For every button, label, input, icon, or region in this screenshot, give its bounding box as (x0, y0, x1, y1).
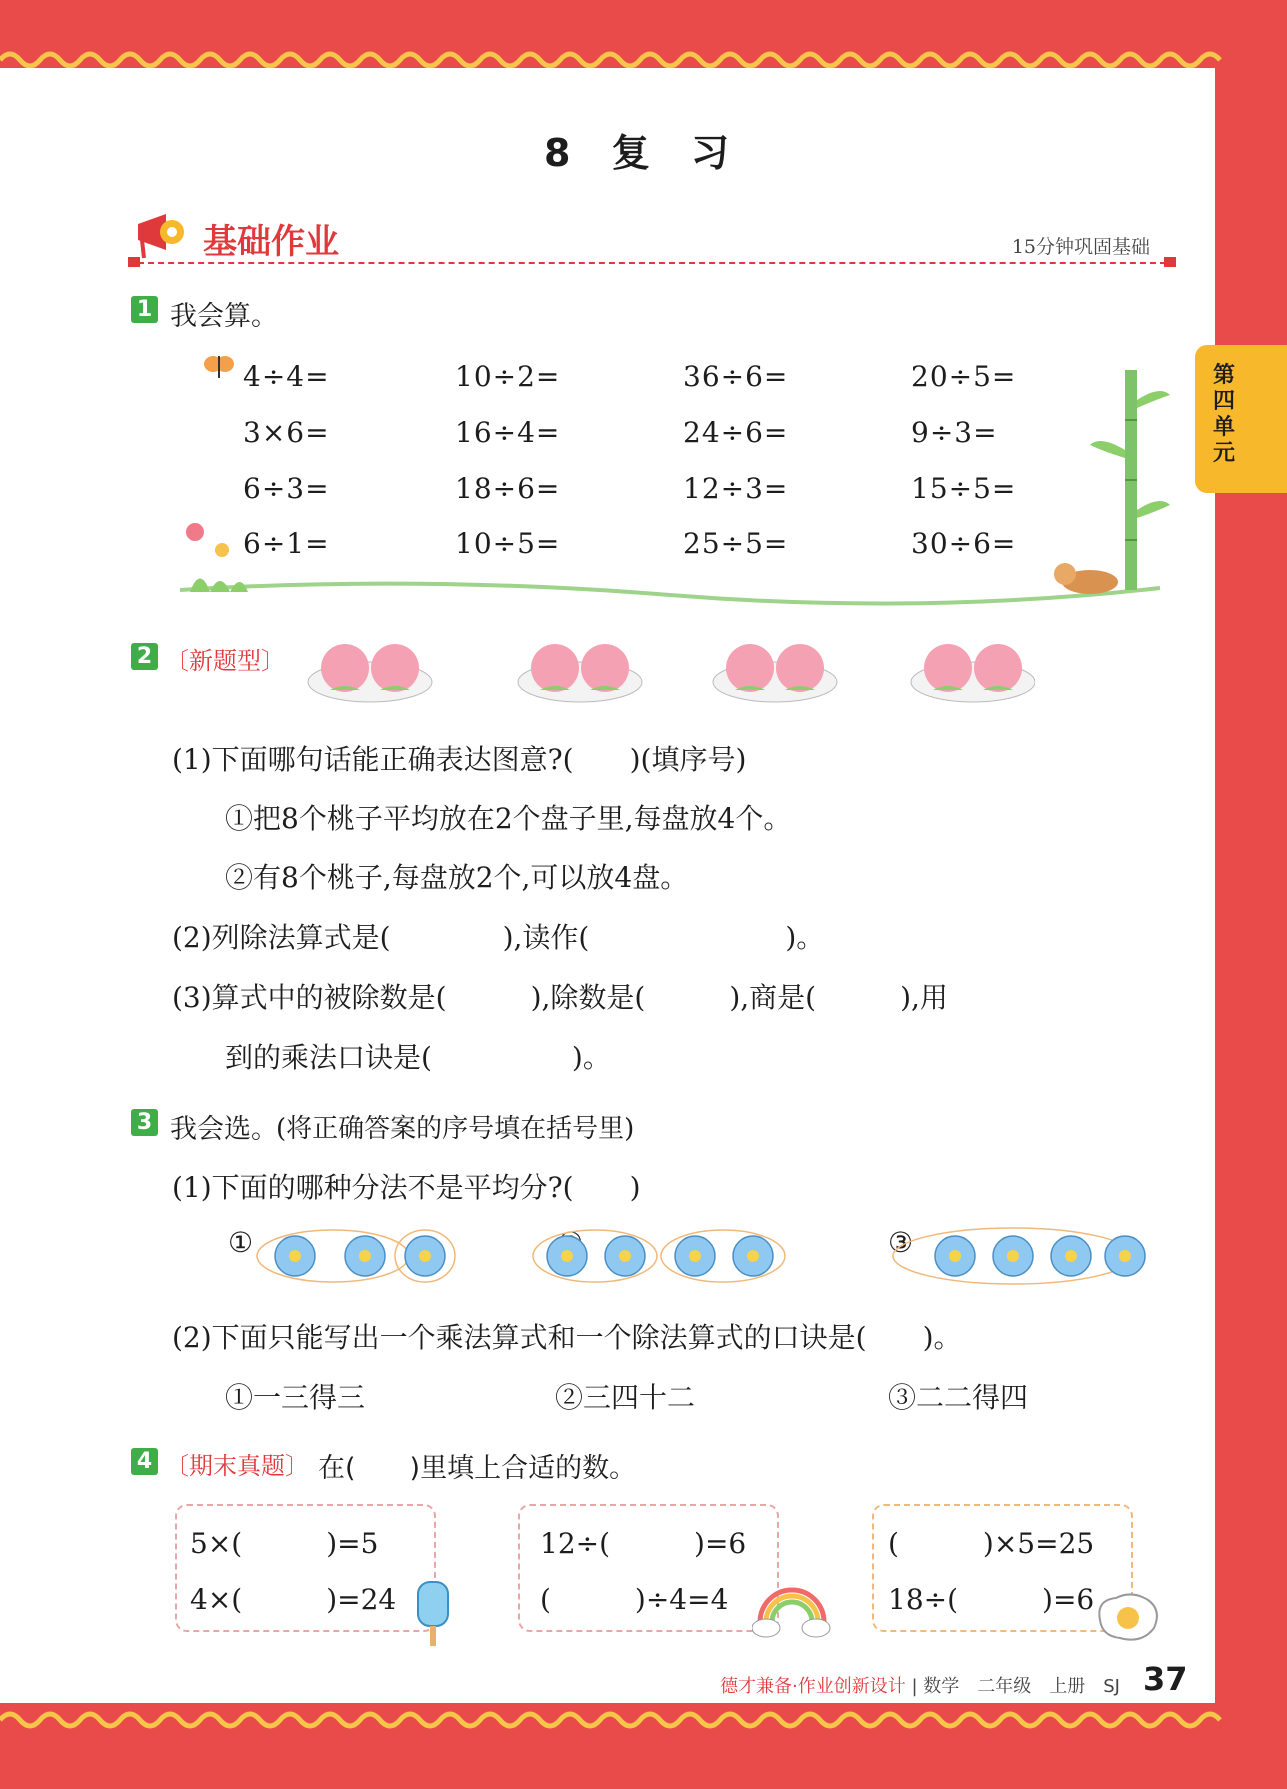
page-title: 8 复 习 (544, 131, 743, 175)
section-divider (128, 262, 1176, 264)
divider-dot-left (128, 257, 140, 267)
q4-box3-line2: 18÷( )=6 (888, 1583, 1095, 1616)
q3-line-1: (1)下面的哪种分法不是平均分?( ) (172, 1171, 641, 1204)
footer-brand: 德才兼备·作业创新设计 (720, 1676, 906, 1697)
calc-r1c3: 36÷6= (683, 360, 789, 393)
fried-egg-icon (1092, 1590, 1164, 1646)
q1-title: 我会算。 (170, 301, 278, 332)
unit-side-tab (1195, 345, 1287, 493)
section-name: 基础作业 (203, 222, 339, 262)
divider-dot-right (1164, 257, 1176, 267)
q4-box1-line1: 5×( )=5 (190, 1527, 379, 1560)
section-header (128, 210, 1176, 268)
calc-r2c1: 3×6= (243, 416, 330, 449)
q4-box1-line2: 4×( )=24 (190, 1583, 397, 1616)
section-note: 15分钟巩固基础 (1011, 236, 1150, 258)
calc-r3c3: 12÷3= (683, 472, 789, 505)
calc-r1c4: 20÷5= (911, 360, 1017, 393)
calc-r4c2: 10÷5= (455, 527, 561, 560)
calc-r2c3: 24÷6= (683, 416, 789, 449)
q2-tag: 〔新题型〕 (165, 647, 285, 675)
q4-tag: 〔期末真题〕 (165, 1452, 309, 1480)
q4-box2-line2: ( )÷4=4 (540, 1583, 729, 1616)
q1-number: 1 (131, 296, 158, 323)
flower-groups-illustration (255, 1220, 1160, 1290)
calc-r2c2: 16÷4= (455, 416, 561, 449)
megaphone-icon (132, 210, 194, 262)
page-number: 37 (1143, 1660, 1188, 1698)
q3-title: 我会选。 (170, 1114, 278, 1145)
footer-info: | 数学 二年级 上册 SJ (911, 1676, 1120, 1697)
peach-plates-illustration (305, 630, 1035, 710)
q3-pic-label-3: ③ (888, 1226, 914, 1259)
q2-line-4: (2)列除法算式是( ),读作( )。 (172, 921, 825, 954)
calc-r2c4: 9÷3= (911, 416, 998, 449)
popsicle-icon (408, 1578, 458, 1650)
calc-r1c1: 4÷4= (243, 360, 330, 393)
calc-r1c2: 10÷2= (455, 360, 561, 393)
q2-line-5: (3)算式中的被除数是( ),除数是( ),商是( ),用 (172, 981, 948, 1014)
calc-r3c1: 6÷3= (243, 472, 330, 505)
q2-line-6: 到的乘法口诀是( )。 (225, 1041, 611, 1074)
q2-line-1: (1)下面哪句话能正确表达图意?( )(填序号) (172, 743, 747, 776)
grass-scene-illustration (170, 360, 1170, 610)
page-footer (720, 1672, 1120, 1698)
calc-r3c4: 15÷5= (911, 472, 1017, 505)
unit-side-tab-label: 第四单元 (1213, 363, 1236, 466)
q2-number: 2 (131, 643, 158, 670)
q4-number: 4 (131, 1448, 158, 1475)
q2-line-3: ②有8个桃子,每盘放2个,可以放4盘。 (225, 861, 689, 894)
q4-title: 在( )里填上合适的数。 (318, 1453, 637, 1484)
q3-pic-label-1: ① (228, 1226, 254, 1259)
q3-option-1: ①一三得三 (225, 1381, 366, 1414)
q3-line-2: (2)下面只能写出一个乘法算式和一个除法算式的口诀是( )。 (172, 1321, 962, 1354)
rainbow-icon (752, 1572, 832, 1640)
calc-r3c2: 18÷6= (455, 472, 561, 505)
q4-box2-line1: 12÷( )=6 (540, 1527, 747, 1560)
calc-r4c1: 6÷1= (243, 527, 330, 560)
bottom-wave-border (0, 1700, 1287, 1740)
q3-number: 3 (131, 1109, 158, 1136)
q3-option-2: ②三四十二 (555, 1381, 696, 1414)
q3-option-3: ③二二得四 (888, 1381, 1029, 1414)
q4-box3-line1: ( )×5=25 (888, 1527, 1095, 1560)
q2-line-2: ①把8个桃子平均放在2个盘子里,每盘放4个。 (225, 802, 792, 835)
calc-r4c3: 25÷5= (683, 527, 789, 560)
q3-hint: (将正确答案的序号填在括号里) (276, 1114, 635, 1144)
calc-r4c4: 30÷6= (911, 527, 1017, 560)
